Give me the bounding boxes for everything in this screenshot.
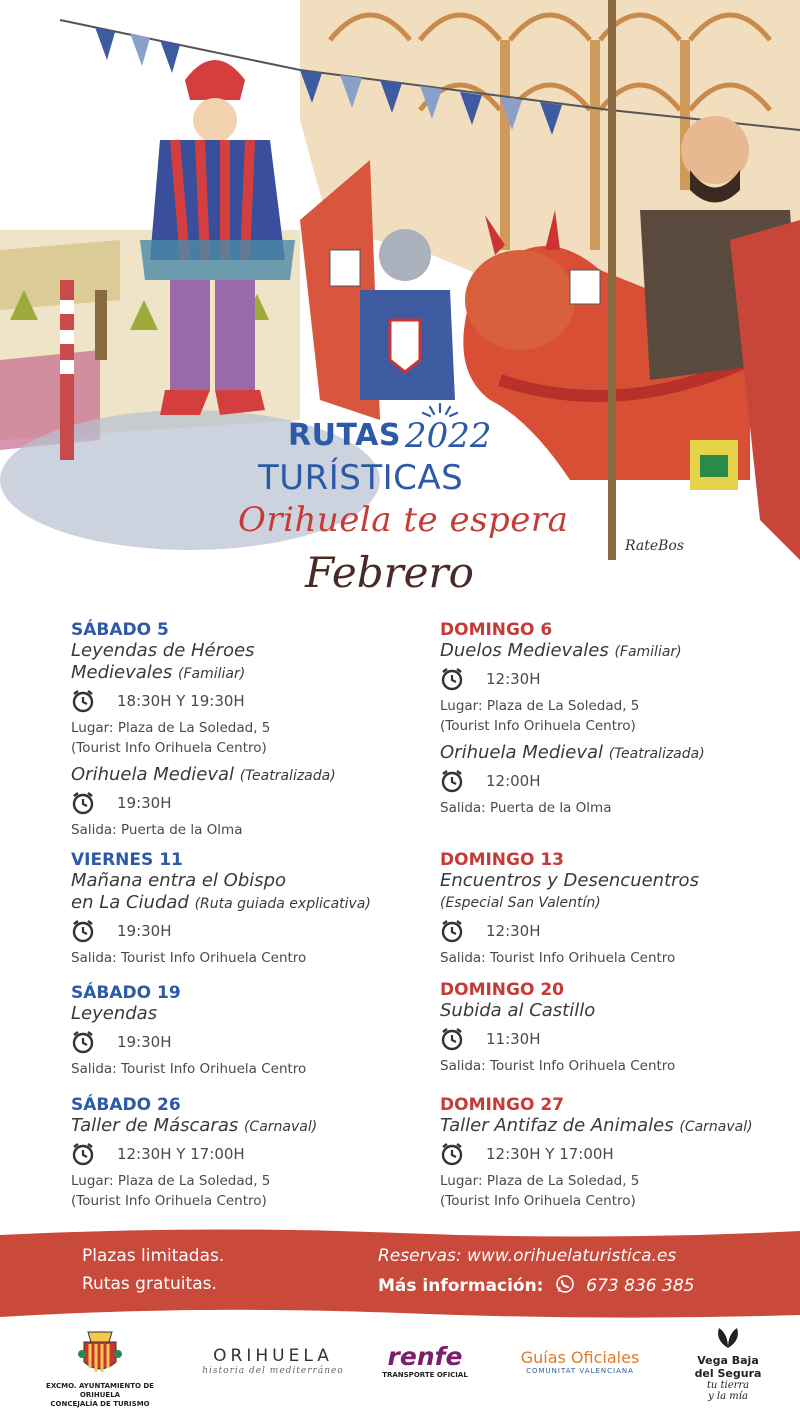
event-note: (Teatralizada) — [608, 746, 705, 762]
reservations-link[interactable]: www.orihuelaturistica.es — [467, 1246, 677, 1266]
event-day-block — [440, 980, 800, 1076]
clock-icon — [440, 1027, 464, 1051]
event-time: 18:30H Y 19:30H — [117, 692, 245, 710]
event-day: SÁBADO 5 — [71, 620, 169, 640]
event-place: Salida: Tourist Info Orihuela Centro — [440, 1058, 676, 1074]
event-note: (Teatralizada) — [239, 768, 336, 784]
event-day: DOMINGO 20 — [440, 980, 565, 1000]
title-year: 2022 — [405, 416, 492, 456]
logo-guias-oficiales: Guías Oficiales COMUNITAT VALENCIANA — [520, 1348, 640, 1375]
event-time: 12:30H Y 17:00H — [486, 1145, 614, 1163]
event-time: 19:30H — [117, 794, 172, 812]
clock-icon — [71, 1142, 95, 1166]
info-label: Más información: — [378, 1276, 544, 1296]
event-time-row — [71, 916, 441, 946]
coat-of-arms-icon — [78, 1328, 122, 1378]
info-line — [378, 1274, 694, 1296]
event-day: DOMINGO 13 — [440, 850, 565, 870]
event-note: (Carnaval) — [679, 1119, 753, 1135]
phone-number[interactable]: 673 836 385 — [586, 1276, 695, 1296]
event-time: 19:30H — [117, 1033, 172, 1051]
reservations-label: Reservas: — [378, 1246, 462, 1266]
title-rutas: RUTAS — [288, 418, 401, 453]
event-time-row — [71, 1139, 441, 1169]
event-place: Salida: Puerta de la Olma — [440, 800, 612, 816]
ayto-line1: EXCMO. AYUNTAMIENTO DE ORIHUELA — [46, 1382, 154, 1399]
event-name: Subida al Castillo — [440, 1000, 596, 1021]
event-day: DOMINGO 6 — [440, 620, 553, 640]
event-place: Lugar: Plaza de La Soledad, 5 (Tourist Info Orihuela Centro) — [440, 1173, 640, 1209]
event-day: SÁBADO 26 — [71, 1095, 181, 1115]
event-time: 12:30H — [486, 922, 541, 940]
event-note: (Ruta guiada explicativa) — [194, 896, 371, 912]
event-day-block — [71, 1095, 441, 1211]
event-day-block — [440, 620, 800, 818]
clock-icon — [440, 919, 464, 943]
free-routes: Rutas gratuitas. — [82, 1274, 217, 1294]
month-title: Febrero — [305, 548, 474, 597]
event-time-row — [440, 1139, 800, 1169]
logo-ayuntamiento — [30, 1328, 170, 1409]
event-time-row — [71, 1027, 441, 1057]
event-name: Duelos Medievales (Familiar) — [440, 640, 682, 661]
event-note: (Familiar) — [177, 666, 246, 682]
event-time-row — [71, 686, 441, 716]
event-note: (Carnaval) — [243, 1119, 318, 1135]
event-name: Orihuela Medieval (Teatralizada) — [440, 742, 705, 763]
logo-renfe: renfe TRANSPORTE OFICIAL — [382, 1342, 468, 1379]
event-time-row — [440, 916, 800, 946]
event-note: (Familiar) — [614, 644, 682, 660]
event-time-row — [440, 766, 800, 796]
event-name: Leyendas — [71, 1003, 158, 1024]
event-place: Salida: Puerta de la Olma — [71, 822, 243, 838]
info-band — [0, 1225, 800, 1320]
event-place: Lugar: Plaza de La Soledad, 5 (Tourist Info Orihuela Centro) — [71, 720, 271, 756]
event-time: 12:30H — [486, 670, 541, 688]
event-place: Salida: Tourist Info Orihuela Centro — [440, 950, 676, 966]
logo-vega-baja: Vega Baja del Segura tu tierra y la mía — [688, 1326, 768, 1402]
event-name: Leyendas de Héroes Medievales (Familiar) — [71, 640, 255, 683]
event-place: Salida: Tourist Info Orihuela Centro — [71, 1061, 307, 1077]
event-day-block — [440, 850, 800, 968]
whatsapp-icon — [555, 1274, 575, 1294]
illustration-signature: RateBos — [625, 538, 685, 554]
event-time: 12:30H Y 17:00H — [117, 1145, 245, 1163]
sponsor-logos — [0, 1320, 800, 1423]
leaf-icon — [713, 1326, 743, 1350]
clock-icon — [71, 1030, 95, 1054]
clock-icon — [71, 919, 95, 943]
event-time-row — [71, 788, 441, 818]
ayto-line2: CONCEJALÍA DE TURISMO — [50, 1400, 150, 1408]
event-day-block — [440, 1095, 800, 1211]
event-place: Salida: Tourist Info Orihuela Centro — [71, 950, 307, 966]
event-name: Encuentros y Desencuentros — [440, 870, 699, 891]
event-time: 12:00H — [486, 772, 541, 790]
clock-icon — [440, 1142, 464, 1166]
title-turisticas: TURÍSTICAS — [258, 458, 464, 498]
logo-orihuela: ORIHUELA historia del mediterráneo — [202, 1346, 344, 1376]
event-note: (Especial San Valentín) — [440, 895, 601, 911]
clock-icon — [71, 791, 95, 815]
event-name: Taller Antifaz de Animales (Carnaval) — [440, 1115, 753, 1136]
event-name: Taller de Máscaras (Carnaval) — [71, 1115, 318, 1136]
tagline: Orihuela te espera — [238, 500, 569, 540]
event-time-row — [440, 1024, 800, 1054]
event-day-block — [71, 850, 441, 968]
event-day: DOMINGO 27 — [440, 1095, 565, 1115]
clock-icon — [440, 769, 464, 793]
clock-icon — [71, 689, 95, 713]
event-time: 19:30H — [117, 922, 172, 940]
event-day-block — [71, 983, 441, 1079]
limited-places: Plazas limitadas. — [82, 1246, 225, 1266]
event-place: Lugar: Plaza de La Soledad, 5 (Tourist Info Orihuela Centro) — [440, 698, 640, 734]
event-day-block — [71, 620, 441, 840]
event-name: Mañana entra el Obispo en La Ciudad (Ruta guiada explicativa) — [71, 870, 371, 913]
event-day: VIERNES 11 — [71, 850, 183, 870]
event-time-row — [440, 664, 800, 694]
event-name: Orihuela Medieval (Teatralizada) — [71, 764, 336, 785]
event-time: 11:30H — [486, 1030, 541, 1048]
event-place: Lugar: Plaza de La Soledad, 5 (Tourist Info Orihuela Centro) — [71, 1173, 271, 1209]
reservations-line — [378, 1246, 676, 1266]
event-day: SÁBADO 19 — [71, 983, 181, 1003]
clock-icon — [440, 667, 464, 691]
